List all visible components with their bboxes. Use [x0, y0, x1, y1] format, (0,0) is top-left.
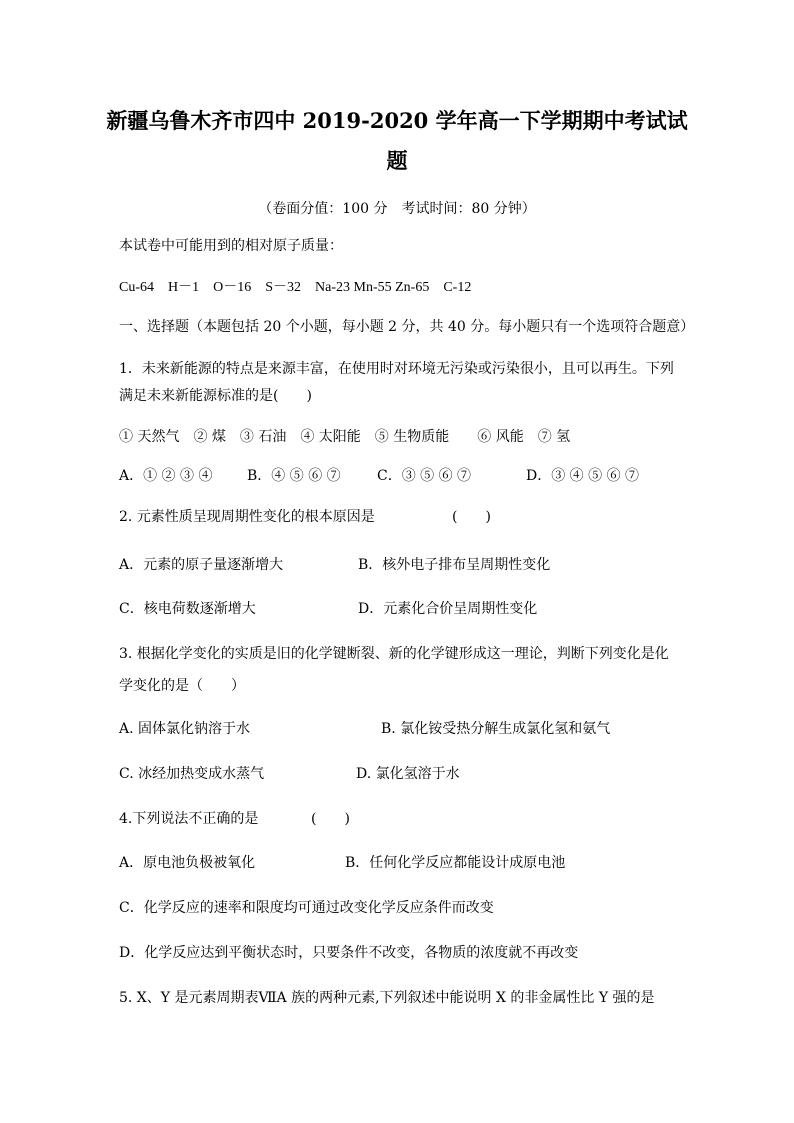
q4-option-a: A．原电池负极被氧化: [119, 855, 256, 871]
q1-option-a: A．① ② ③ ④: [119, 468, 213, 484]
q4-answer-paren: ( ): [311, 811, 350, 827]
q1-stem-line1: 1．未来新能源的特点是来源丰富，在使用时对环境无污染或污染很小，且可以再生。下列: [119, 361, 674, 377]
q1-option-c: C．③ ⑤ ⑥ ⑦: [377, 468, 472, 484]
q3-option-b: B. 氯化铵受热分解生成氯化氢和氨气: [381, 721, 611, 737]
q4-option-b: B．任何化学反应都能设计成原电池: [345, 855, 566, 871]
q1-stem-line2: 满足未来新能源标准的是( ): [119, 388, 312, 404]
exam-subtitle: （卷面分值：100 分 考试时间：80 分钟）: [258, 201, 536, 217]
q1-option-b: B．④ ⑤ ⑥ ⑦: [247, 468, 341, 484]
q3-stem-line2: 学变化的是（ ）: [119, 678, 245, 694]
q2-option-c: C．核电荷数逐渐增大: [119, 601, 256, 617]
q2-answer-paren: ( ): [452, 509, 491, 525]
q1-items: ① 天然气 ② 煤 ③ 石油 ④ 太阳能 ⑤ 生物质能 ⑥ 风能 ⑦ 氢: [119, 429, 571, 445]
q3-stem-line1: 3. 根据化学变化的实质是旧的化学键断裂、新的化学键形成这一理论，判断下列变化是化: [119, 646, 669, 662]
q4-option-c: C．化学反应的速率和限度均可通过改变化学反应条件而改变: [119, 900, 494, 916]
q3-option-c: C. 冰经加热变成水蒸气: [119, 766, 265, 782]
q2-stem: 2. 元素性质呈现周期性变化的根本原因是: [119, 509, 375, 525]
q5-stem: 5. X、Y 是元素周期表ⅦA 族的两种元素,下列叙述中能说明 X 的非金属性比 Y 强的是: [119, 990, 655, 1006]
atomic-mass-intro: 本试卷中可能用到的相对原子质量：: [119, 238, 343, 254]
q1-option-d: D．③ ④ ⑤ ⑥ ⑦: [526, 468, 640, 484]
q4-option-d: D．化学反应达到平衡状态时，只要条件不改变，各物质的浓度就不再改变: [119, 945, 579, 961]
q2-option-a: A．元素的原子量逐渐增大: [119, 557, 284, 573]
q3-option-d: D. 氯化氢溶于水: [356, 766, 460, 782]
exam-title-line1: 新疆乌鲁木齐市四中 2019-2020 学年高一下学期期中考试试: [106, 108, 688, 133]
q2-option-b: B．核外电子排布呈周期性变化: [358, 557, 551, 573]
q3-option-a: A. 固体氯化钠溶于水: [119, 721, 251, 737]
atomic-mass-values: Cu-64 H－1 O－16 S－32 Na-23 Mn-55 Zn-65 C-12: [119, 280, 472, 295]
q4-stem: 4.下列说法不正确的是: [119, 811, 259, 827]
section1-header: 一、选择题（本题包括 20 个小题，每小题 2 分，共 40 分。每小题只有一个选项符合题意）: [119, 319, 695, 335]
q2-option-d: D．元素化合价呈周期性变化: [358, 601, 538, 617]
exam-title-line2: 题: [386, 148, 408, 173]
